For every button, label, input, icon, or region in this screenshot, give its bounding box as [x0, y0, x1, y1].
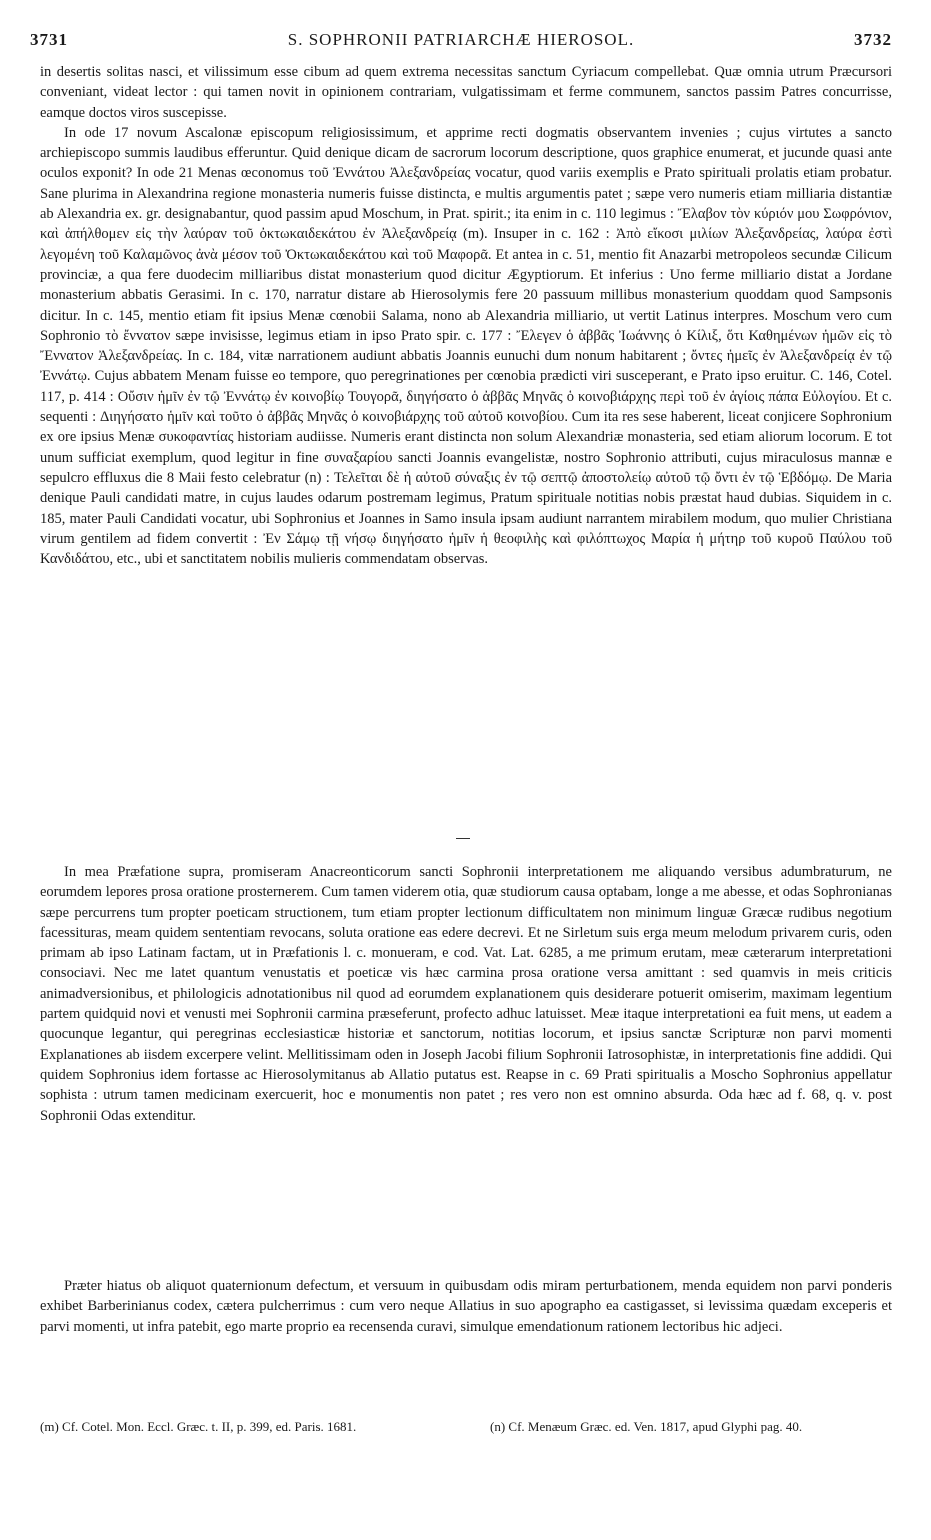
final-text [40, 1276, 892, 1337]
page-number-right: 3732 [854, 30, 892, 49]
section-separator [456, 838, 470, 839]
page-number-left: 3731 [30, 30, 68, 49]
footnote-m: (m) Cf. Cotel. Mon. Eccl. Græc. t. II, p. 399, ed. Paris. 1681. [40, 1419, 357, 1434]
intro-text [40, 62, 892, 569]
preface-text [40, 862, 892, 1126]
preface-paragraph: In mea Præfatione supra, promiseram Anacreonticorum sancti Sophronii interpretationem me aliquando versibus adumbraturum, ne eorumdem lepores prosa oratione prosternerem. Cum tamen viderem otia, quæ studiorum causa optabam, longe a me abesse, et odas Sophronianas sæpe percurrens tum propter poeticam structionem, tum etiam propter lectionum difficultatem non minimum linguæ Græcæ rudibus negotium facessituras, meam quidem sententiam revocans, soluta oratione eas edere decrevi. Et ne Sirletum suis erga meum melodum privarem curis, oden primam ab ipso Latinam factam, ut in Præfationis l. c. monueram, e cod. Vat. Lat. 6285, a me primum erutam, meæ cæterarum interpretationi consociavi. Nec me latet quantum venustatis et poeticæ vis hæc carmina prosa oratione versa amittant : sed quamvis in meis criticis animadversionibus, et philologicis adnotationibus nil quod ad eorumdem explanationem quis desiderare potuerit omiserim, maximam legentium partem quidquid novi et venusti mei Sophronii carmina præseferunt, profecto adhuc latuisset. Meæ itaque interpretationi ea fuit mens, ut eadem a quocunque legantur, qui peregrinas ecclesiasticæ historiæ et sanctorum, notitias locorum, et ipsius sanctæ Scripturæ non parvi momenti Explanationes ab iisdem excerpere velint. Mellitissimam oden in Joseph Jacobi filium Sophronii Iatrosophistæ, in interpretationis fine addidi. Qui quidem Sophronius idem fortasse ac Hierosolymitanus ab Allatio putatus est. Reapse in c. 69 Prati spiritualis a Moscho Sophronius appellatur sophista : utrum tamen medicinam exercuerit, hoc e monumentis non patet ; res vero non est omnino absurda. Oda hæc ad f. 68, q. v. post Sophronii Odas extenditur. [40, 864, 892, 1124]
footnote-n: (n) Cf. Menæum Græc. ed. Ven. 1817, apud Glyphi pag. 40. [490, 1419, 803, 1434]
intro-paragraph-2: In ode 17 novum Ascalonæ episcopum religiosissimum, et apprime recti dogmatis observantem invenies ; cujus virtutes a sancto archiepiscopo summis laudibus efferuntur. Quid denique dicam de sacrorum locorum descriptione, quos graphice enumerat, et jucunde quasi ante oculos exponit? In ode 21 Menas œconomus τοῦ Ἐννάτου Ἀλεξανδρείας vocatur, quod variis exemplis e Prato spirituali prolatis etiam probatur. Sane plurima in Alexandrina regione monasteria numeris fuisse distincta, e multis argumentis patet ; sæpe vero numeris etiam milliaria distantiæ ab Alexandria ex. gr. designabantur, quod passim apud Moschum, in Prat. spirit.; ita enim in c. 110 legimus : Ἔλαβον τὸν κύριόν μου Σωφρόνιον, καὶ ἀπήλθομεν εἰς τὴν λαύραν τοῦ ὀκτωκαιδεκάτου ἐν Ἀλεξανδρείᾳ (m). Insuper in c. 162 : Ἀπὸ εἴκοσι μιλίων Ἀλεξανδρείας, λαύρα ἐστὶ λεγομένη τοῦ Καλαμῶνος ἀνὰ μέσον τοῦ Ὀκτωκαιδεκάτου καὶ τοῦ Μαφορᾶ. Et antea in c. 51, mentio fit Anazarbi metropoleos secundæ Cilicum provinciæ, a qua fere duodecim milliaribus distat monasterium quod dicitur Ægyptiorum. Et inferius : Uno ferme milliario distat a Jordane monasterium abbatis Gerasimi. In c. 170, narratur distare ab Hierosolymis fere 20 passuum millibus monasterium quoddam quod Sampsonis dicitur. In c. 145, mentio etiam fit ipsius Menæ cœnobii Salama, nono ab Alexandria milliario, ut vertit Latinus interpres. Moschum vero cum Sophronio τὸ ἔνvατον sæpe invisisse, legimus etiam in ipso Prato spir. c. 177 : Ἔλεγεν ὁ ἀββᾶς Ἰωάννης ὁ Κίλιξ, ὅτι Καθημένων ἡμῶν εἰς τὸ Ἔννατον Ἀλεξανδρείας. In c. 184, vitæ narrationem audiunt abbatis Joannis eunuchi dum nonum habitarent ; ὄντες ἡμεῖς ἐν Ἀλεξανδρείᾳ ἐν τῷ Ἐννάτῳ. Cujus abbatem Menam fuisse eo tempore, quo peregrinationes per cœnobia prædicti viri susceperant, e Prato ipso eruitur. C. 146, Cotel. 117, p. 414 : Οὔσιν ἡμῖν ἐν τῷ Ἐννάτῳ ἐν κοινοβίῳ Τουγορᾶ, διηγήσατο ὁ ἀββᾶς Μηνᾶς ὁ κοινοβιάρχης περὶ τοῦ ἐν ἁγίοις πάπα Εὐλογίου. Et c. sequenti : Διηγήσατο ἡμῖν καὶ τοῦτο ὁ ἀββᾶς Μηνᾶς ὁ κοινοβιάρχης τοῦ αὐτοῦ κοινοβίου. Cum ita res sese haberent, liceat conjicere Sophronium ex ore ipsius Menæ συκοφαντίας historiam audiisse. Numeris erant distincta non solum Alexandriæ monasteria, sed etiam aliorum locorum. E tot unum sufficiat exemplum, quod legitur in fine συναξαρίου sancti Joannis evangelistæ, nostro Sophronio attributi, cujus miraculosus mannæ e sepulcro effluxus die 8 Maii festo celebratur (n) : Τελεῖται δὲ ἡ αὐτοῦ σύναξις ἐν τῷ σεπτῷ ἀποστολείῳ αὐτοῦ τῷ ὄντι ἐν τῷ Ἑβδόμῳ. De Maria denique Pauli candidati matre, in cujus laudes odarum postremam legimus, Pratum spirituale notitias nobis præstat haud dubias. Siquidem in c. 185, mater Pauli Candidati vocatur, ubi Sophronius et Joannes in Samo insula ipsam audiunt narrantem mirabilem modum, quo mulier Christiana virum gentilem ad fidem convertit : Ἐν Σάμῳ τῇ νήσῳ διηγήσατο ἡμῖν ἡ θεοφιλὴς καὶ φιλόπτωχος Μαρία ἡ μήτηρ τοῦ κυροῦ Παύλου τοῦ Κανδιδάτου, etc., ubi et sanctitatem nobilis mulieris commendatam observas. [40, 124, 892, 568]
running-title: S. SOPHRONII PATRIARCHÆ HIEROSOL. [287, 30, 635, 49]
intro-paragraph-1: in desertis solitas nasci, et vilissimum esse cibum ad quem extrema necessitas sanctum Cyriacum compellebat. Quæ omnia utrum Præcursori conveniant, videat lector : qui tamen novit in opinionem contrariam, vulgatissimam et ferme communem, sanctos passim Patres concurrisse, eamque doctos viros suscepisse. [40, 64, 892, 121]
page-header [30, 30, 892, 56]
final-paragraph: Præter hiatus ob aliquot quaternionum defectum, et versuum in quibusdam odis miram perturbationem, menda equidem non parvi ponderis exhibet Barberinianus codex, cætera pulcherrimus : cum vero neque Allatius in suo apographo ea castigasset, si levissima quædam exceperis et parvi momenti, ut infra patebit, ego marte proprio ea recensenda curavi, simulque emendationum rationem lectoribus hic adjeci. [40, 1278, 892, 1335]
